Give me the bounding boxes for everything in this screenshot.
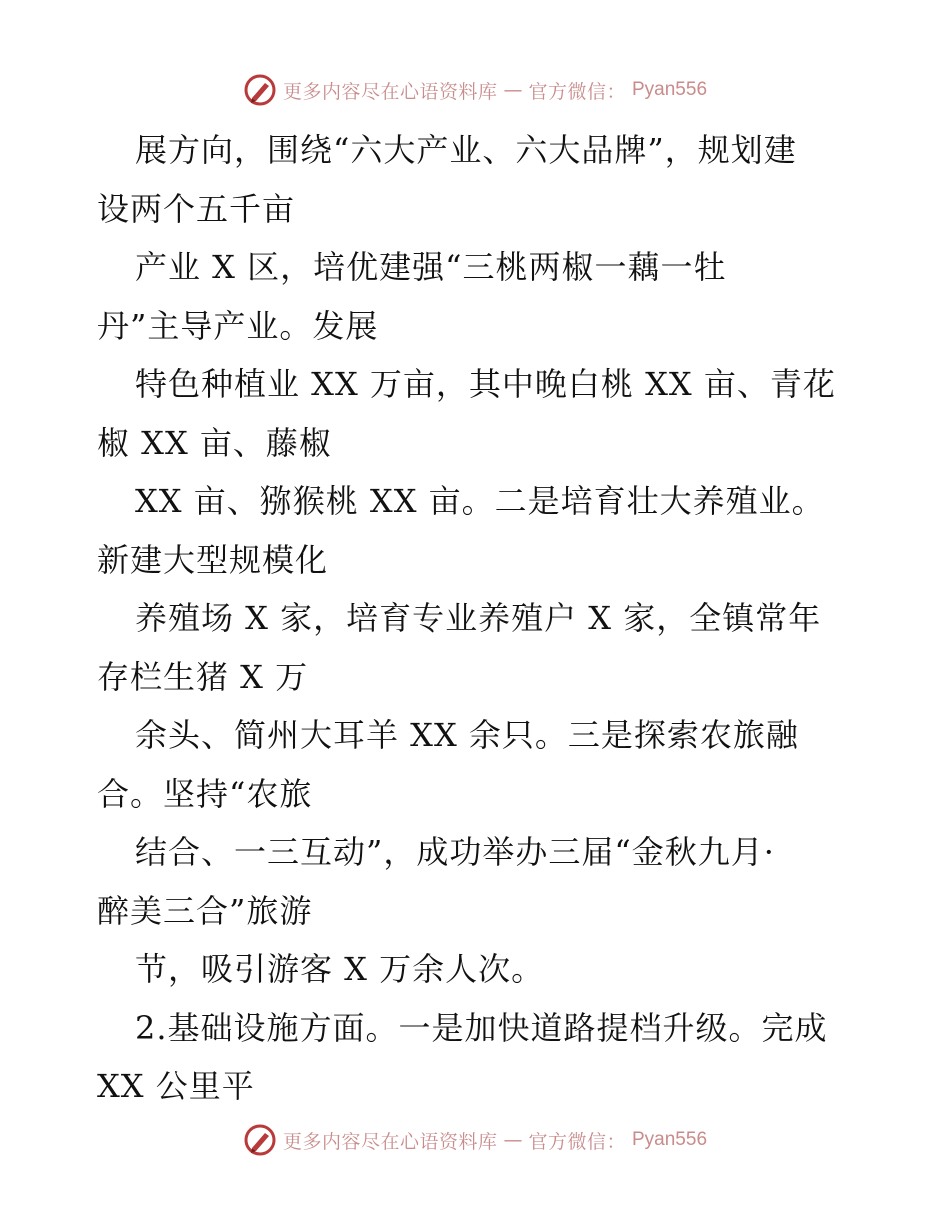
text-line: 丹”主导产业。发展 [97, 306, 379, 345]
text-line: 养殖场 X 家，培育专业养殖户 X 家，全镇常年 [135, 599, 822, 637]
text-line: 新建大型规模化 [97, 540, 329, 579]
pen-logo-icon [243, 73, 277, 107]
text-line: 醉美三合”旅游 [97, 891, 313, 930]
text-line: 特色种植业 XX 万亩，其中晚白桃 XX 亩、青花 [135, 365, 836, 403]
text-line: 2.基础设施方面。一是加快道路提档升级。完成 [135, 1008, 828, 1047]
text-line: 设两个五千亩 [97, 189, 296, 228]
pen-logo-icon [243, 1123, 277, 1157]
banner-wechat-label: 官方微信： [528, 1130, 626, 1153]
banner-text: 更多内容尽在心语资料库 [282, 80, 498, 103]
footer-banner [0, 1120, 950, 1160]
text-line: 展方向，围绕“六大产业、六大品牌”，规划建 [135, 131, 797, 169]
text-line: 存栏生猪 X 万 [97, 657, 309, 696]
text-line: 椒 XX 亩、藤椒 [97, 423, 332, 462]
banner-separator: — [503, 79, 523, 101]
banner-wechat-id: Pyan556 [632, 1129, 708, 1150]
text-line: XX 亩、猕猴桃 XX 亩。二是培育壮大养殖业。 [135, 482, 825, 520]
banner-wechat-label: 官方微信： [528, 80, 626, 103]
text-line: 产业 X 区，培优建强“三桃两椒一藕一牡 [135, 248, 727, 286]
banner-wechat-id: Pyan556 [632, 79, 708, 100]
text-line: 余头、简州大耳羊 XX 余只。三是探索农旅融 [135, 716, 799, 754]
header-banner [0, 70, 950, 110]
document-body [97, 121, 857, 1116]
banner-separator: — [503, 1129, 523, 1151]
text-line: XX 公里平 [97, 1067, 255, 1105]
text-line: 合。坚持“农旅 [97, 774, 313, 813]
text-line: 节，吸引游客 X 万余人次。 [135, 950, 545, 988]
banner-text: 更多内容尽在心语资料库 [282, 1130, 498, 1153]
text-line: 结合、一三互动”，成功举办三届“金秋九月· [135, 833, 775, 871]
